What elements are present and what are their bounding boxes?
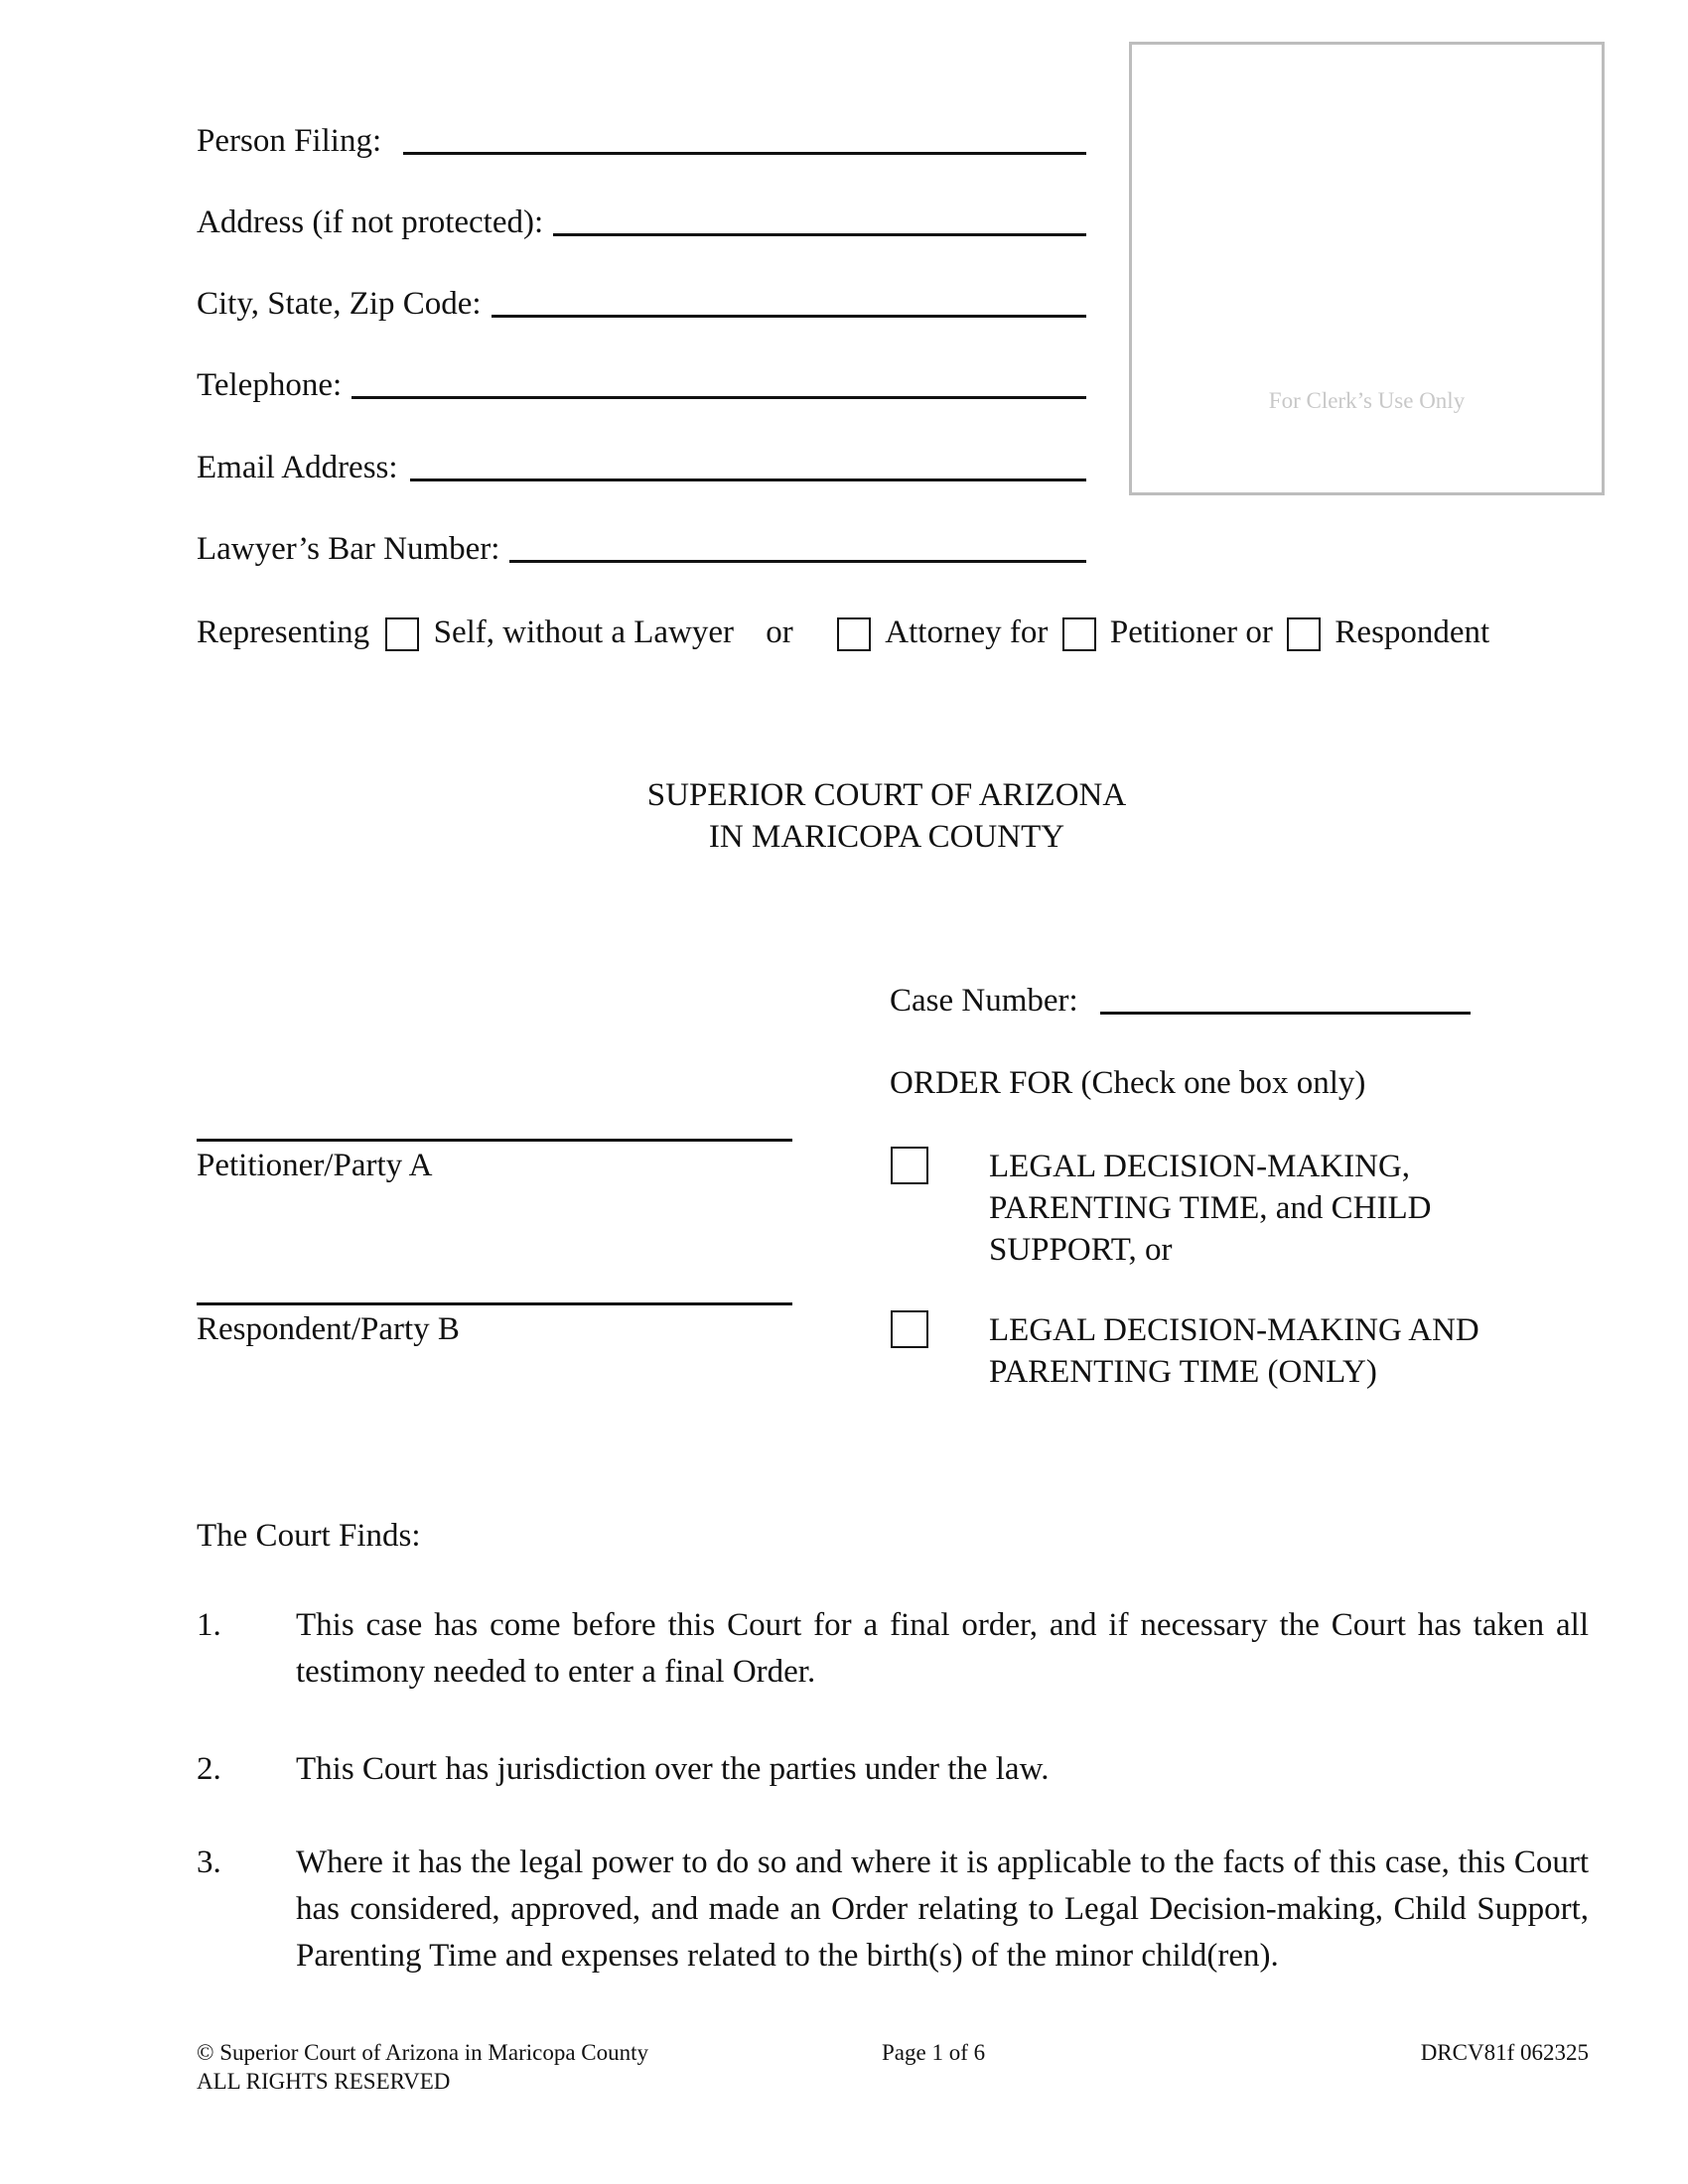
attorney-label: Attorney for	[885, 614, 1049, 650]
email-row	[197, 444, 1086, 487]
representing-row	[197, 613, 1489, 652]
telephone-row	[197, 361, 1086, 405]
order-for-heading: ORDER FOR (Check one box only)	[890, 1065, 1366, 1101]
city-state-zip-label: City, State, Zip Code:	[197, 286, 482, 322]
order-option-full-line2: PARENTING TIME, and CHILD	[989, 1190, 1432, 1226]
email-label: Email Address:	[197, 450, 398, 485]
clerk-use-box	[1129, 42, 1605, 495]
address-input[interactable]	[553, 233, 1086, 236]
attorney-checkbox[interactable]	[837, 617, 871, 651]
order-option-only-line1: LEGAL DECISION-MAKING AND	[989, 1312, 1479, 1348]
petitioner-name-line[interactable]	[197, 1139, 792, 1142]
email-input[interactable]	[410, 478, 1086, 481]
address-row	[197, 199, 1086, 242]
person-filing-label: Person Filing:	[197, 123, 382, 159]
petitioner-label: Petitioner or	[1109, 614, 1273, 650]
court-title	[0, 775, 1688, 857]
finding-3-number: 3.	[197, 1844, 221, 1880]
respondent-checkbox[interactable]	[1287, 617, 1321, 651]
footer-form-id: DRCV81f 062325	[1420, 2040, 1589, 2065]
finding-2-number: 2.	[197, 1751, 221, 1787]
order-option-full-line1: LEGAL DECISION-MAKING,	[989, 1149, 1411, 1184]
respondent-label: Respondent	[1335, 614, 1490, 650]
findings-heading: The Court Finds:	[197, 1518, 421, 1554]
case-number-label: Case Number:	[890, 983, 1078, 1019]
person-filing-row	[197, 117, 1086, 161]
bar-number-label: Lawyer’s Bar Number:	[197, 531, 500, 567]
order-option-full-text	[989, 1146, 1431, 1271]
finding-1-text: This case has come before this Court for a final order, and if necessary the Court has taken all testimony needed to enter a final Order.	[296, 1607, 1589, 1690]
bar-number-input[interactable]	[509, 560, 1086, 563]
representing-label: Representing	[197, 614, 370, 650]
petitioner-label-caption: Petitioner/Party A	[197, 1148, 433, 1183]
footer-page-number: Page 1 of 6	[882, 2040, 986, 2065]
court-title-line2: IN MARICOPA COUNTY	[708, 819, 1065, 855]
clerk-use-label: For Clerk’s Use Only	[1268, 388, 1466, 413]
court-title-line1: SUPERIOR COURT OF ARIZONA	[646, 777, 1127, 813]
finding-1-number: 1.	[197, 1607, 221, 1643]
case-number-row	[890, 981, 1485, 1021]
city-state-zip-input[interactable]	[492, 315, 1086, 318]
footer-rights: ALL RIGHTS RESERVED	[197, 2069, 451, 2094]
order-option-only-line2: PARENTING TIME (ONLY)	[989, 1354, 1377, 1390]
case-number-input[interactable]	[1100, 1012, 1471, 1015]
finding-2-text: This Court has jurisdiction over the parties under the law.	[296, 1751, 1050, 1787]
telephone-input[interactable]	[352, 396, 1086, 399]
self-label: Self, without a Lawyer	[433, 614, 735, 650]
petitioner-checkbox[interactable]	[1062, 617, 1096, 651]
order-option-full-checkbox[interactable]	[891, 1147, 928, 1184]
respondent-label-caption: Respondent/Party B	[197, 1311, 460, 1347]
finding-3-text: Where it has the legal power to do so and where it is applicable to the facts of this case, this Court has considered, approved, and made an Order relating to Legal Decision-making, Child Support, Parenting Time and expenses related to the birth(s) of the minor child(ren).	[296, 1844, 1589, 1974]
city-state-zip-row	[197, 280, 1086, 324]
bar-number-row	[197, 525, 1086, 569]
person-filing-input[interactable]	[403, 152, 1086, 155]
order-option-only-text	[989, 1309, 1479, 1393]
or-label: or	[766, 614, 793, 650]
address-label: Address (if not protected):	[197, 205, 544, 240]
self-checkbox[interactable]	[385, 617, 419, 651]
order-option-full-line3: SUPPORT, or	[989, 1232, 1173, 1268]
respondent-name-line[interactable]	[197, 1302, 792, 1305]
footer-copyright: © Superior Court of Arizona in Maricopa County	[197, 2040, 649, 2065]
order-option-only-checkbox[interactable]	[891, 1310, 928, 1348]
telephone-label: Telephone:	[197, 367, 343, 403]
